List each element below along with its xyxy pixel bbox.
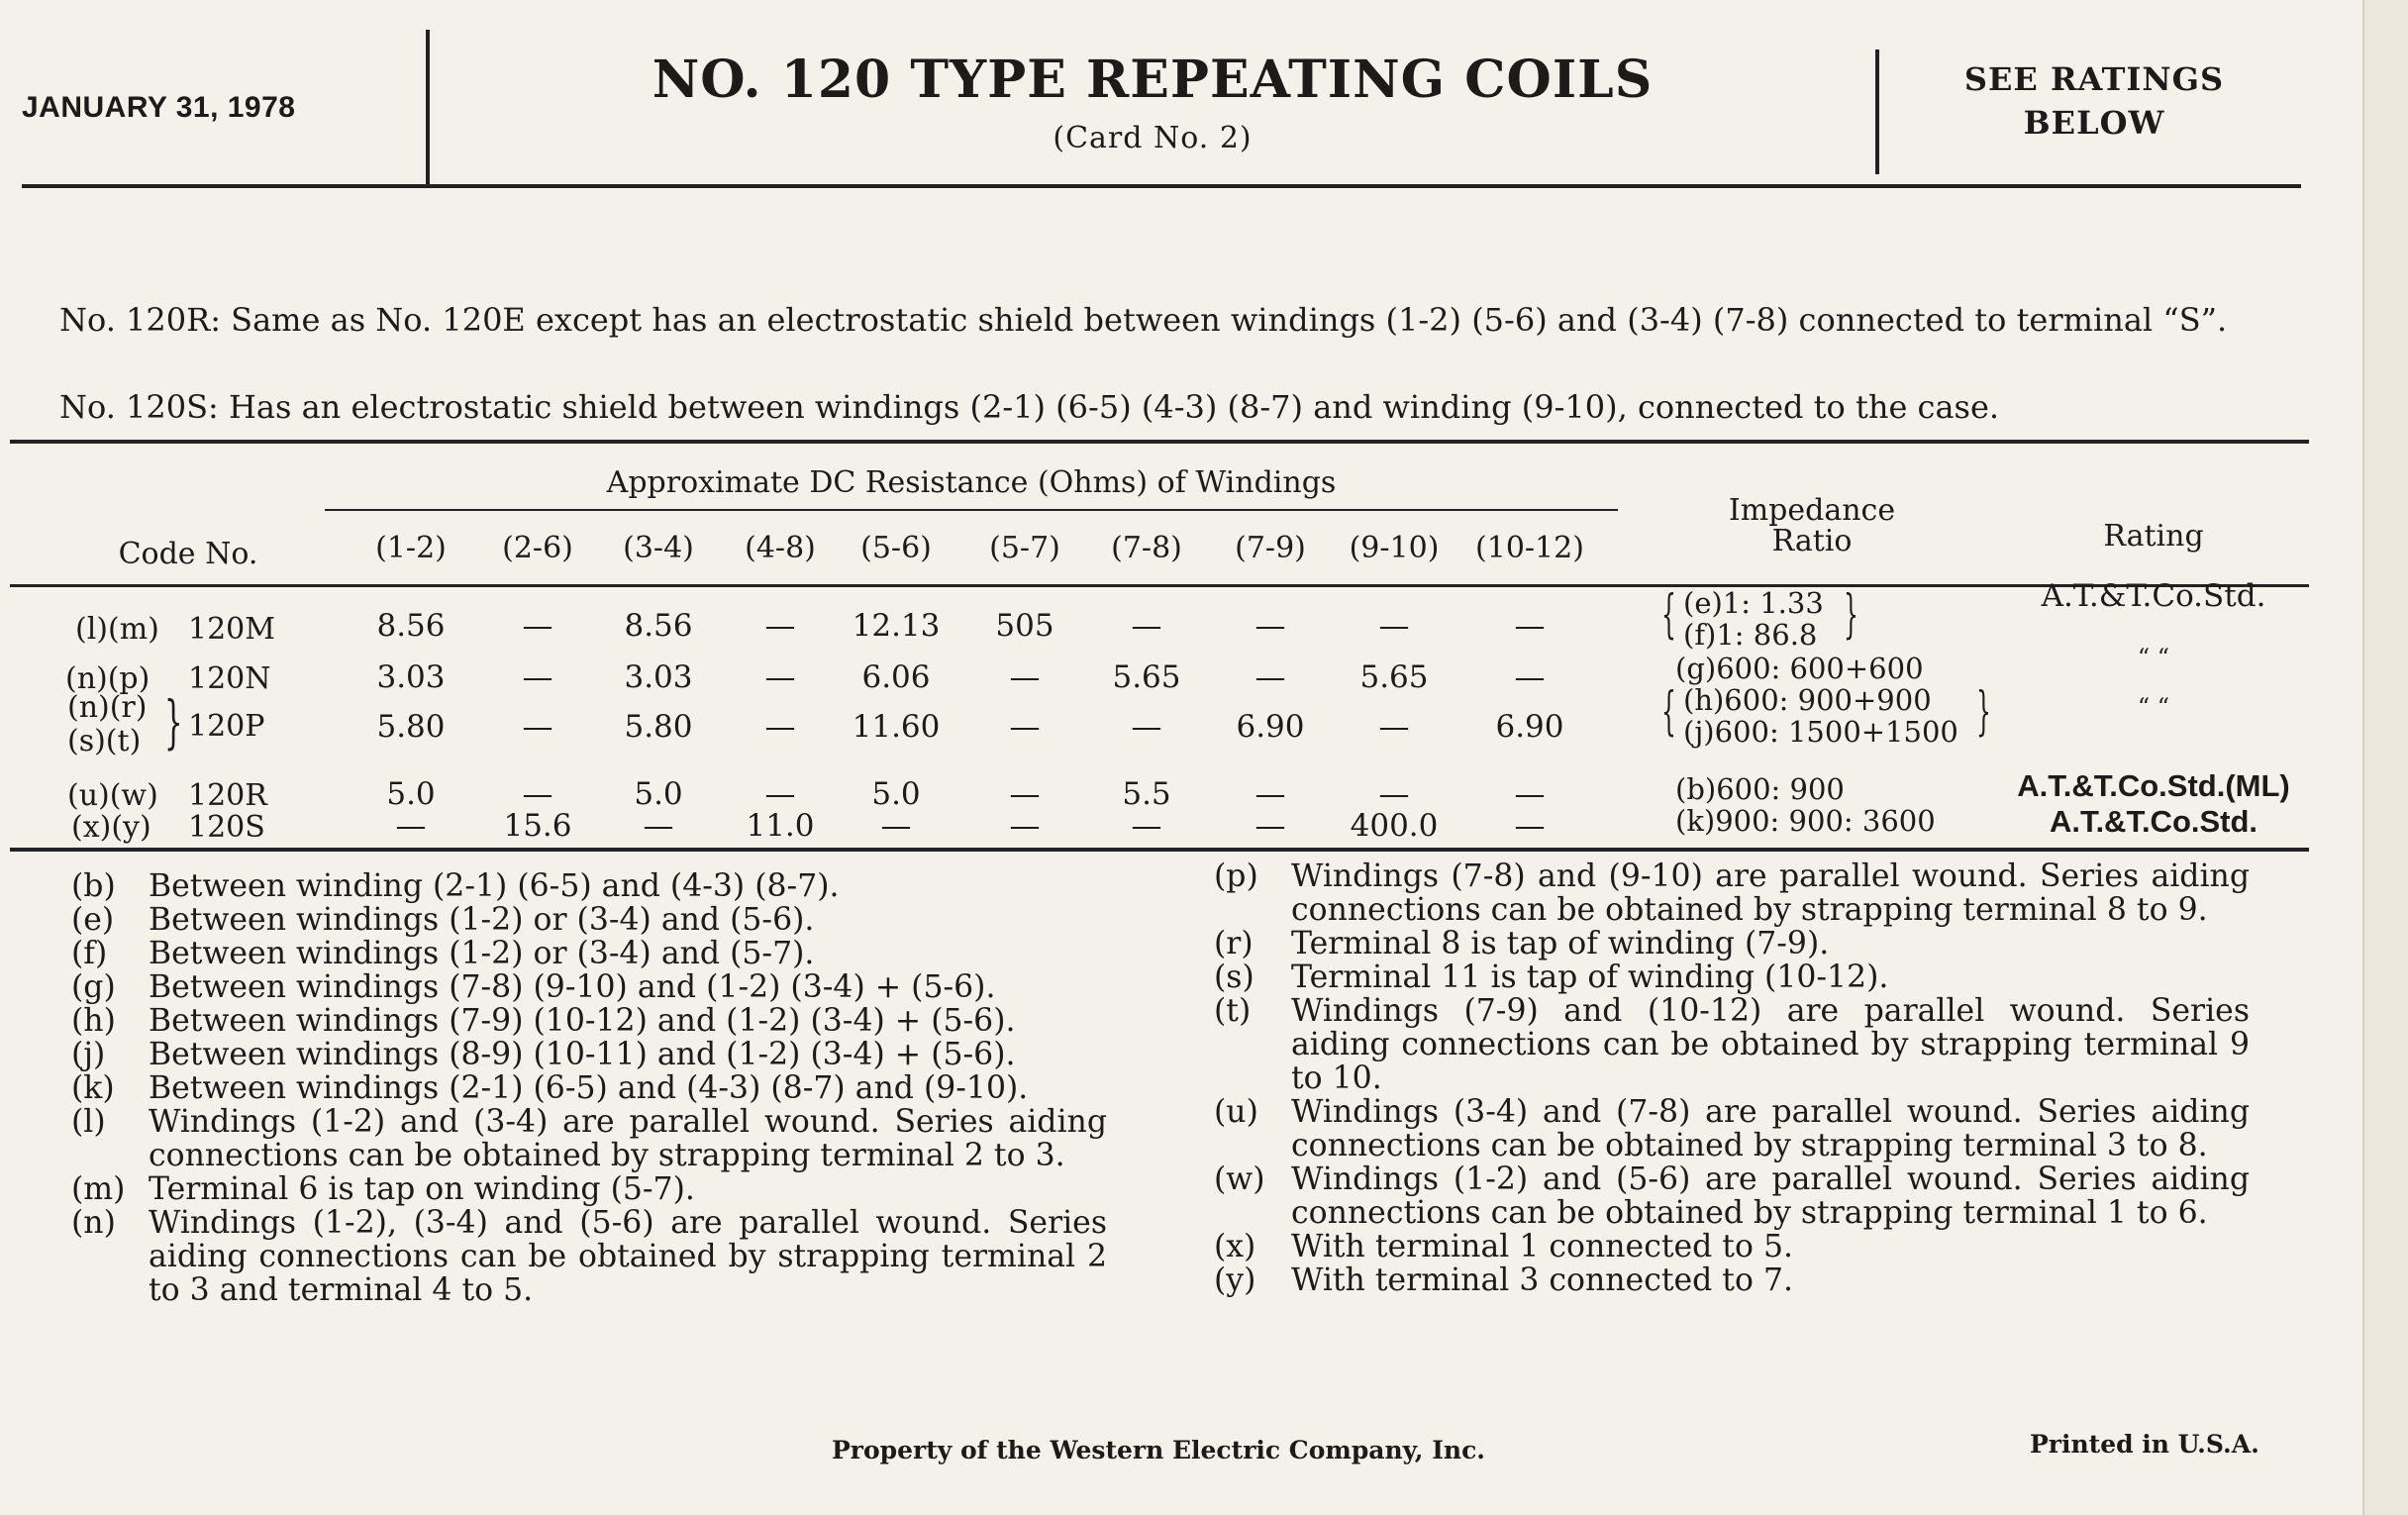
impedance-b: (b)600: 900	[1675, 772, 1845, 806]
rating-120n-ditto: “ “	[2137, 644, 2170, 671]
note-key: (r)	[1214, 926, 1254, 961]
note-text: With terminal 1 connected to 5.	[1291, 1229, 1793, 1264]
resistance-cell: —	[764, 776, 796, 812]
column-header: (5-6)	[860, 531, 932, 565]
impedance-e: (e)1: 1.33	[1683, 586, 1824, 620]
resistance-cell: —	[1514, 608, 1546, 644]
resistance-cell: 11.0	[746, 808, 815, 844]
note-left	[71, 1038, 1107, 1071]
resistance-cell: —	[1009, 659, 1041, 695]
resistance-cell: 8.56	[624, 608, 693, 644]
note-key: (e)	[71, 902, 115, 938]
note-left	[71, 869, 1107, 903]
page-edge	[2362, 0, 2408, 1515]
group-header-rule	[325, 509, 1618, 511]
note-left	[71, 903, 1107, 937]
note-right	[1214, 960, 2250, 994]
resistance-cell: 5.80	[376, 709, 446, 745]
column-header: (7-9)	[1235, 531, 1306, 565]
note-text: Between winding (2-1) (6-5) and (4-3) (8-7).	[149, 868, 840, 904]
resistance-cell: —	[522, 776, 553, 812]
note-key: (y)	[1214, 1262, 1256, 1298]
rating-120r: A.T.&T.Co.Std.(ML)	[2017, 768, 2290, 803]
resistance-cell: 15.6	[503, 808, 572, 844]
note-key: (f)	[71, 936, 108, 971]
impedance-j: (j)600: 1500+1500	[1683, 715, 1958, 749]
document-title: NO. 120 TYPE REPEATING COILS	[652, 50, 1654, 110]
column-header: (1-2)	[375, 531, 447, 565]
column-header: (4-8)	[745, 531, 816, 565]
resistance-cell: —	[1254, 776, 1286, 812]
resistance-cell: —	[764, 709, 796, 745]
intro-120s-text: Has an electrostatic shield between windings (2-1) (6-5) (4-3) (8-7) and winding (9-10), connected to the case.	[229, 388, 2000, 426]
resistance-cell: —	[1254, 608, 1286, 644]
note-right	[1214, 927, 2250, 960]
impedance-brace-ef-right: }	[1844, 585, 1858, 645]
resistance-cell: —	[1009, 709, 1041, 745]
note-text: Windings (1-2), (3-4) and (5-6) are parallel wound. Series aiding connections can be obtained by strapping terminal 2 to 3 and terminal 4 to 5.	[149, 1205, 1107, 1308]
row-120n-code: 120N	[188, 661, 271, 696]
note-key: (g)	[71, 969, 116, 1005]
row-120p-notes	[67, 691, 147, 758]
header-divider-right	[1875, 50, 1879, 174]
resistance-cell: —	[764, 659, 796, 695]
resistance-cell: 3.03	[624, 659, 693, 695]
row-120p-brace: }	[164, 688, 183, 756]
note-right	[1214, 1263, 2250, 1297]
column-header: (5-7)	[989, 531, 1060, 565]
note-text: Windings (7-8) and (9-10) are parallel wound. Series aiding connections can be obtained by strapping terminal 8 to 9.	[1291, 858, 2250, 928]
ratings-note	[1881, 57, 2307, 145]
note-text: Between windings (7-9) (10-12) and (1-2) (3-4) + (5-6).	[149, 1003, 1016, 1039]
resistance-cell: —	[880, 808, 912, 844]
note-text: Windings (7-9) and (10-12) are parallel wound. Series aiding connections can be obtained by strapping terminal 9 to 10.	[1291, 993, 2250, 1096]
note-right	[1214, 1162, 2250, 1230]
impedance-header-line1: Impedance	[1728, 493, 1896, 528]
resistance-cell: 6.90	[1236, 709, 1305, 745]
note-text: Terminal 6 is tap on winding (5-7).	[149, 1171, 695, 1207]
resistance-group-header: Approximate DC Resistance (Ohms) of Windings	[606, 465, 1337, 500]
impedance-g: (g)600: 600+600	[1675, 652, 1924, 685]
resistance-cell: —	[395, 808, 427, 844]
resistance-cell: —	[1514, 776, 1546, 812]
note-left	[71, 1105, 1107, 1172]
resistance-cell: —	[1009, 776, 1041, 812]
resistance-cell: —	[1009, 808, 1041, 844]
resistance-cell: 8.56	[376, 608, 446, 644]
impedance-h: (h)600: 900+900	[1683, 683, 1932, 717]
resistance-cell: 6.90	[1495, 709, 1564, 745]
resistance-cell: —	[1131, 608, 1162, 644]
rating-120p-ditto: “ “	[2137, 693, 2170, 721]
note-key: (u)	[1214, 1094, 1258, 1130]
note-left	[71, 1206, 1107, 1307]
note-key: (b)	[71, 868, 116, 904]
intro-120s-code: No. 120S:	[59, 388, 219, 426]
resistance-cell: —	[522, 709, 553, 745]
table-top-rule	[10, 440, 2309, 444]
ratings-note-line1: SEE RATINGS	[1963, 60, 2225, 98]
note-right	[1214, 994, 2250, 1095]
resistance-cell: —	[1514, 659, 1546, 695]
note-text: Between windings (8-9) (10-11) and (1-2) (3-4) + (5-6).	[149, 1037, 1016, 1072]
resistance-cell: —	[643, 808, 674, 844]
row-120p-code: 120P	[188, 709, 265, 744]
column-header: (2-6)	[502, 531, 573, 565]
note-text: Between windings (7-8) (9-10) and (1-2) (3-4) + (5-6).	[149, 969, 996, 1005]
row-120s-code: 120S	[188, 810, 265, 845]
resistance-cell: —	[522, 659, 553, 695]
row-120r-notes: (u)(w)	[67, 778, 158, 813]
impedance-brace-hj-right: }	[1976, 682, 1991, 742]
note-text: Terminal 8 is tap of winding (7-9).	[1291, 926, 1830, 961]
note-left	[71, 937, 1107, 970]
property-notice: Property of the Western Electric Company, Inc.	[832, 1436, 1486, 1464]
card-number: (Card No. 2)	[1053, 121, 1253, 155]
resistance-cell: —	[1254, 808, 1286, 844]
resistance-cell: —	[1378, 608, 1410, 644]
note-key: (l)	[71, 1104, 106, 1140]
note-left	[71, 1004, 1107, 1038]
impedance-brace-hj-left: {	[1661, 682, 1676, 742]
note-right	[1214, 859, 2250, 927]
note-text: With terminal 3 connected to 7.	[1291, 1262, 1793, 1298]
resistance-cell: —	[1378, 709, 1410, 745]
note-text: Between windings (1-2) or (3-4) and (5-6).	[149, 902, 815, 938]
resistance-cell: 505	[995, 608, 1054, 644]
note-text: Windings (1-2) and (5-6) are parallel wound. Series aiding connections can be obtained by strapping terminal 1 to 6.	[1291, 1162, 2250, 1231]
row-120n-notes: (n)(p)	[65, 661, 150, 696]
resistance-cell: —	[1131, 808, 1162, 844]
note-text: Between windings (2-1) (6-5) and (4-3) (8-7) and (9-10).	[149, 1070, 1029, 1106]
note-key: (x)	[1214, 1229, 1256, 1264]
resistance-cell: 6.06	[861, 659, 931, 695]
resistance-cell: 5.5	[1122, 776, 1171, 812]
row-120p-notes-line1: (n)(r)	[67, 690, 148, 725]
notes-right-column	[1214, 859, 2250, 1297]
resistance-cell: 3.03	[376, 659, 446, 695]
note-text: Windings (1-2) and (3-4) are parallel wound. Series aiding connections can be obtained by strapping terminal 2 to 3.	[149, 1104, 1107, 1173]
note-key: (m)	[71, 1171, 126, 1207]
note-text: Between windings (1-2) or (3-4) and (5-7).	[149, 936, 815, 971]
note-key: (s)	[1214, 960, 1254, 995]
note-key: (h)	[71, 1003, 116, 1039]
note-text: Terminal 11 is tap of winding (10-12).	[1291, 960, 1889, 995]
resistance-cell: 11.60	[852, 709, 941, 745]
column-header: (7-8)	[1111, 531, 1182, 565]
resistance-cell: 5.0	[386, 776, 436, 812]
resistance-cell: 400.0	[1350, 808, 1439, 844]
note-key: (w)	[1214, 1162, 1265, 1197]
header-rule	[22, 184, 2301, 188]
resistance-cell: 5.0	[871, 776, 921, 812]
resistance-cell: 5.65	[1112, 659, 1181, 695]
note-key: (p)	[1214, 858, 1258, 894]
intro-120r	[59, 301, 2258, 339]
rating-header: Rating	[2103, 519, 2204, 554]
rating-120s: A.T.&T.Co.Std.	[2049, 804, 2258, 839]
row-120r-code: 120R	[188, 778, 267, 813]
impedance-header-line2: Ratio	[1771, 524, 1853, 558]
impedance-k: (k)900: 900: 3600	[1675, 804, 1936, 838]
row-120m-code: 120M	[188, 612, 275, 647]
impedance-header	[1634, 493, 1990, 558]
row-120m-notes: (l)(m)	[75, 612, 159, 647]
note-key: (t)	[1214, 993, 1252, 1029]
column-header: (3-4)	[623, 531, 694, 565]
note-left	[71, 1172, 1107, 1206]
resistance-cell: —	[1514, 808, 1546, 844]
notes-left-column	[71, 869, 1107, 1307]
row-120s-notes: (x)(y)	[71, 810, 151, 845]
note-left	[71, 1071, 1107, 1105]
resistance-cell: 5.65	[1359, 659, 1429, 695]
resistance-cell: —	[1131, 709, 1162, 745]
intro-120r-code: No. 120R:	[59, 301, 221, 339]
row-120p-notes-line2: (s)(t)	[67, 724, 142, 758]
rating-120m: A.T.&T.Co.Std.	[2041, 578, 2266, 614]
code-header: Code No.	[118, 537, 258, 571]
note-key: (n)	[71, 1205, 116, 1241]
impedance-brace-ef-left: {	[1661, 585, 1676, 645]
impedance-f: (f)1: 86.8	[1683, 618, 1818, 652]
resistance-cell: —	[522, 608, 553, 644]
note-left	[71, 970, 1107, 1004]
note-text: Windings (3-4) and (7-8) are parallel wound. Series aiding connections can be obtained by strapping terminal 3 to 8.	[1291, 1094, 2250, 1163]
note-key: (k)	[71, 1070, 115, 1106]
ratings-note-line2: BELOW	[2023, 104, 2165, 142]
resistance-cell: —	[764, 608, 796, 644]
resistance-cell: 12.13	[852, 608, 941, 644]
resistance-cell: 5.0	[634, 776, 683, 812]
resistance-cell: —	[1254, 659, 1286, 695]
resistance-cell: —	[1378, 776, 1410, 812]
intro-120r-text: Same as No. 120E except has an electrostatic shield between windings (1-2) (5-6) and (3-4) (7-8) connected to terminal “S”.	[231, 301, 2228, 339]
note-key: (j)	[71, 1037, 106, 1072]
note-right	[1214, 1230, 2250, 1263]
note-right	[1214, 1095, 2250, 1162]
issue-date: JANUARY 31, 1978	[22, 91, 296, 124]
printed-notice: Printed in U.S.A.	[2030, 1430, 2259, 1459]
column-header: (9-10)	[1349, 531, 1440, 565]
column-header: (10-12)	[1475, 531, 1584, 565]
intro-120s	[59, 388, 2258, 426]
table-bottom-rule	[10, 848, 2309, 852]
resistance-cell: 5.80	[624, 709, 693, 745]
